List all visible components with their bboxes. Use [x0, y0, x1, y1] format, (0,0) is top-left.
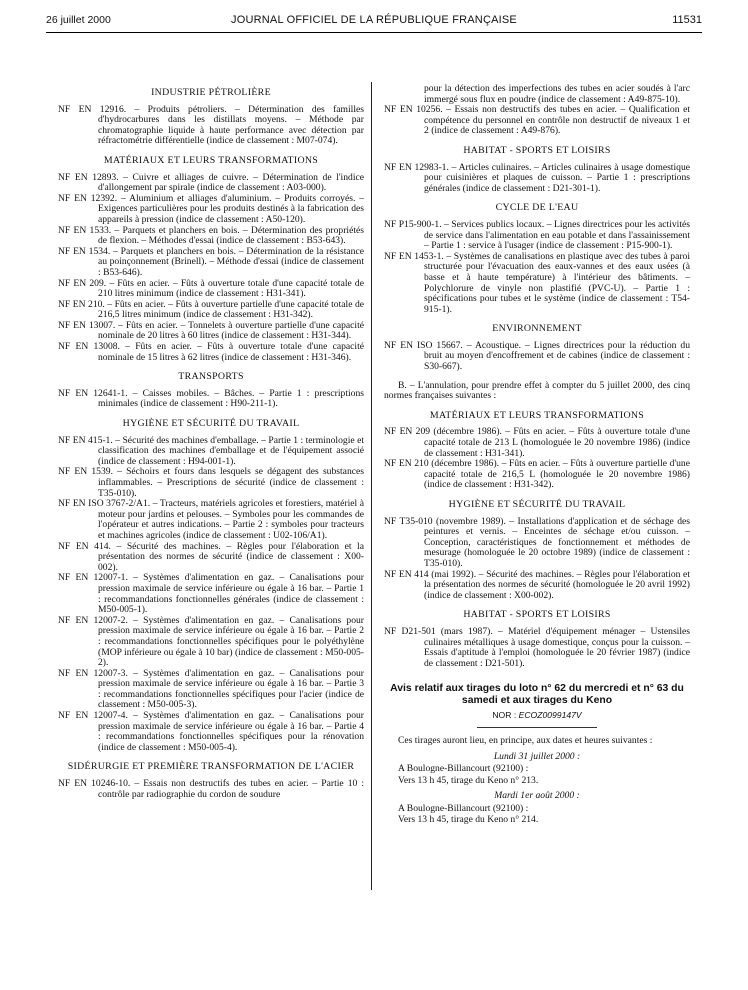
draw-place: A Boulogne-Billancourt (92100) : — [398, 802, 529, 814]
norm-entry-continuation: pour la détection des imperfections des tubes en acier soudés à l'arc immergé sous flux en poudre (indice de classement : A49-875-10). — [424, 83, 690, 105]
section-heading: INDUSTRIE PÉTROLIÈRE — [151, 87, 271, 98]
draw-place: A Boulogne-Billancourt (92100) : — [398, 763, 529, 775]
norm-entry: NF EN 12007-2. – Systèmes d'alimentation en gaz. – Canalisations pour pression maximale de service inférieure ou égale à 16 bar. – Partie 2 : recommandations fonctionnelles spécifiques pour le polyéthylène (MOP inférieure ou égale à 10 bar) (indice de classement : M50-005-2). — [58, 614, 364, 669]
norm-entry: NF EN 415-1. – Sécurité des machines d'emballage. – Partie 1 : terminologie et classification des machines d'emballage et de l'équipement associé (indice de classement : H94-001-1). — [58, 434, 364, 467]
nor-reference — [384, 710, 690, 721]
draw-date: Lundi 31 juillet 2000 : — [493, 750, 581, 762]
notice-rule — [477, 727, 597, 728]
norm-entry: NF P15-900-1. – Services publics locaux. – Lignes directrices pour les activités de service dans l'alimentation en eau potable et dans l'assainissement – Partie 1 : service à l'usager (indice de classement : P15-900-1). — [384, 218, 690, 252]
norm-entry: NF EN 12916. – Produits pétroliers. – Détermination des familles d'hydrocarbures dans les distillats moyens. – Méthode par chromatographie liquide à haute performance avec détection par réfractométrie différentielle (indice de classement : M07-074). — [58, 103, 364, 147]
norm-entry: NF EN 1539. – Séchoirs et fours dans lesquels se dégagent des substances inflammables. – Prescriptions de sécurité (indice de classement : T35-010). — [58, 466, 364, 499]
norm-entry: NF EN 1453-1. – Systèmes de canalisations en plastique avec des tubes à paroi structurée pour l'évacuation des eaux-vannes et des eaux usées (à basse et à haute température) à l'intérieur des bâtiments. – Polychlorure de vinyle non plastifié (PVC-U). – Partie 1 : spécifications pour tubes et le système (indice de classement : T54-915-1). — [384, 250, 690, 315]
section-heading: MATÉRIAUX ET LEURS TRANSFORMATIONS — [429, 409, 645, 421]
norm-entry: NF EN ISO 3767-2/A1. – Tracteurs, matériels agricoles et forestiers, matériel à moteur pour jardins et pelouses. – Symboles pour les commandes de l'opérateur et autres indications. – Partie 2 : symboles pour tracteurs et machines agricoles (indice de classement : U02-106/A1). — [58, 498, 364, 541]
norm-entry: NF D21-501 (mars 1987). – Matériel d'équipement ménager – Ustensiles culinaires métalliques à usage domestique, conçus pour la cuisson. – Essais d'aptitude à l'emploi (homologuée le 20 février 1987) (indice de classement : D21-501). — [384, 625, 690, 669]
norm-entry: NF EN 13007. – Fûts en acier. – Tonnelets à ouverture partielle d'une capacité nominale de 20 litres à 60 litres (indice de classement : H31-344). — [58, 319, 364, 342]
nor-label: NOR : — [492, 710, 517, 721]
section-heading: HYGIÈNE ET SÉCURITÉ DU TRAVAIL — [122, 418, 300, 430]
norm-entry: NF EN 12007-3. – Systèmes d'alimentation en gaz. – Canalisations pour pression maximale de service inférieure ou égale à 16 bar. – Partie 3 : recommandations fonctionnelles spécifiques pour l'acier (indice de classement : M50-005-3). — [58, 667, 364, 711]
norm-entry: NF EN 12392. – Aluminium et alliages d'aluminium. – Produits corroyés. – Exigences particulières pour les produits destinés à la fabrication des appareils à pression (indice de classement : A50-120). — [58, 192, 364, 225]
header-date: 26 juillet 2000 — [46, 14, 111, 26]
section-heading: HABITAT - SPORTS ET LOISIRS — [463, 609, 611, 621]
norm-entry: NF EN 12007-1. – Systèmes d'alimentation en gaz. – Canalisations pour pression maximale de service inférieure ou égale à 16 bar. – Partie 1 : recommandations fonctionnelles générales (indice de classement : M50-005-1). — [58, 572, 364, 616]
draw-time: Vers 13 h 45, tirage du Keno n° 214. — [398, 814, 539, 826]
norm-entry: NF EN ISO 15667. – Acoustique. – Lignes directrices pour la réduction du bruit au moyen d'encoffrement et de cabines (indice de classement : S30-667). — [384, 339, 690, 373]
section-heading: CYCLE DE L'EAU — [495, 202, 579, 214]
draw-time: Vers 13 h 45, tirage du Keno n° 213. — [398, 774, 539, 786]
section-heading: SIDÉRURGIE ET PREMIÈRE TRANSFORMATION DE L'ACIER — [67, 761, 355, 773]
draw-date: Mardi 1er août 2000 : — [494, 790, 580, 802]
norm-entry: NF EN 12007-4. – Systèmes d'alimentation en gaz. – Canalisations pour pression maximale de service inférieure ou égale à 16 bar. – Partie 4 : recommandations fonctionnelles spécifiques pour la rénovation (indice de classement : M50-005-4). — [58, 710, 364, 753]
annulation-paragraph: B. – L'annulation, pour prendre effet à compter du 5 juillet 2000, des cinq normes françaises suivantes : — [384, 379, 690, 402]
norm-entry: NF EN 414 (mai 1992). – Sécurité des machines. – Règles pour l'élaboration et la présentation des normes de sécurité (homologuée le 20 avril 1992) (indice de classement : X00-002). — [384, 568, 690, 601]
norm-entry: NF EN 210 (décembre 1986). – Fûts en acier. – Fûts à ouverture partielle d'une capacité totale de 216,5 L (homologuée le 20 novembre 1986) (indice de classement : H31-342). — [384, 458, 690, 491]
page-number: 11531 — [672, 14, 702, 26]
norm-entry: NF EN 10246-10. – Essais non destructifs des tubes en acier. – Partie 10 : contrôle par radiographie du cordon de soudure — [58, 778, 364, 800]
section-heading: TRANSPORTS — [178, 371, 244, 383]
norm-entry: NF EN 209. – Fûts en acier. – Fûts à ouverture totale d'une capacité totale de 210 litres minimum (indice de classement : H31-341). — [58, 277, 364, 300]
norm-entry: NF EN 12893. – Cuivre et alliages de cuivre. – Détermination de l'indice d'allongement par spirale (indice de classement : A03-000). — [58, 171, 364, 194]
notice-title: Avis relatif aux tirages du loto n° 62 du mercredi et n° 63 du samedi et aux tirages du Keno — [390, 683, 684, 707]
section-heading: ENVIRONNEMENT — [492, 323, 582, 335]
norm-entry: NF EN 414. – Sécurité des machines. – Règles pour l'élaboration et la présentation des normes de sécurité (indice de classement : X00-002). — [58, 540, 364, 573]
norm-entry: NF EN 1534. – Parquets et planchers en bois. – Détermination de la résistance au poinçonnement (Brinell). – Méthode d'essai (indice de classement : B53-646). — [58, 245, 364, 278]
norm-entry: NF EN 12641-1. – Caisses mobiles. – Bâches. – Partie 1 : prescriptions minimales (indice de classement : H90-211-1). — [58, 387, 364, 410]
left-column — [58, 86, 364, 800]
norm-entry: NF T35-010 (novembre 1989). – Installations d'application et de séchage des peintures et vernis. – Enceintes de séchage et/ou cuisson. – Conception, caractéristiques de fonctionnement et méthodes de mesurage (homologuée le 20 octobre 1989) (indice de classement : T35-010). — [384, 515, 690, 569]
draw-schedule-intro: Ces tirages auront lieu, en principe, aux dates et heures suivantes : — [398, 734, 653, 746]
right-column — [384, 84, 690, 827]
page-header — [46, 10, 702, 33]
norm-entry: NF EN 210. – Fûts en acier. – Fûts à ouverture partielle d'une capacité totale de 216,5 litres minimum (indice de classement : H31-342). — [58, 298, 364, 321]
section-heading: HYGIÈNE ET SÉCURITÉ DU TRAVAIL — [448, 499, 626, 510]
section-heading: HABITAT - SPORTS ET LOISIRS — [463, 144, 611, 156]
column-divider — [371, 82, 372, 890]
norm-entry: NF EN 10256. – Essais non destructifs des tubes en acier. – Qualification et compétence du personnel en contrôle non destructif de niveaux 1 et 2 (indice de classement : A49-876). — [384, 104, 690, 137]
section-heading: MATÉRIAUX ET LEURS TRANSFORMATIONS — [103, 154, 319, 166]
norm-entry: NF EN 13008. – Fûts en acier. – Fûts à ouverture totale d'une capacité nominale de 15 litres à 62 litres (indice de classement : H31-346). — [58, 341, 364, 363]
norm-entry: NF EN 209 (décembre 1986). – Fûts en acier. – Fûts à ouverture totale d'une capacité totale de 213 L (homologuée le 20 novembre 1986) (indice de classement : H31-341). — [384, 426, 690, 459]
norm-entry: NF EN 12983-1. – Articles culinaires. – Articles culinaires à usage domestique pour cuisinières et plaques de cuisson. – Partie 1 : prescriptions générales (indice de classement : D21-301-1). — [384, 161, 690, 194]
norm-entry: NF EN 1533. – Parquets et planchers en bois. – Détermination des propriétés de flexion. – Méthodes d'essai (indice de classement : B53-643). — [58, 224, 364, 247]
journal-title: JOURNAL OFFICIEL DE LA RÉPUBLIQUE FRANÇAISE — [231, 14, 517, 26]
nor-value: ECOZ0099147V — [518, 710, 582, 721]
